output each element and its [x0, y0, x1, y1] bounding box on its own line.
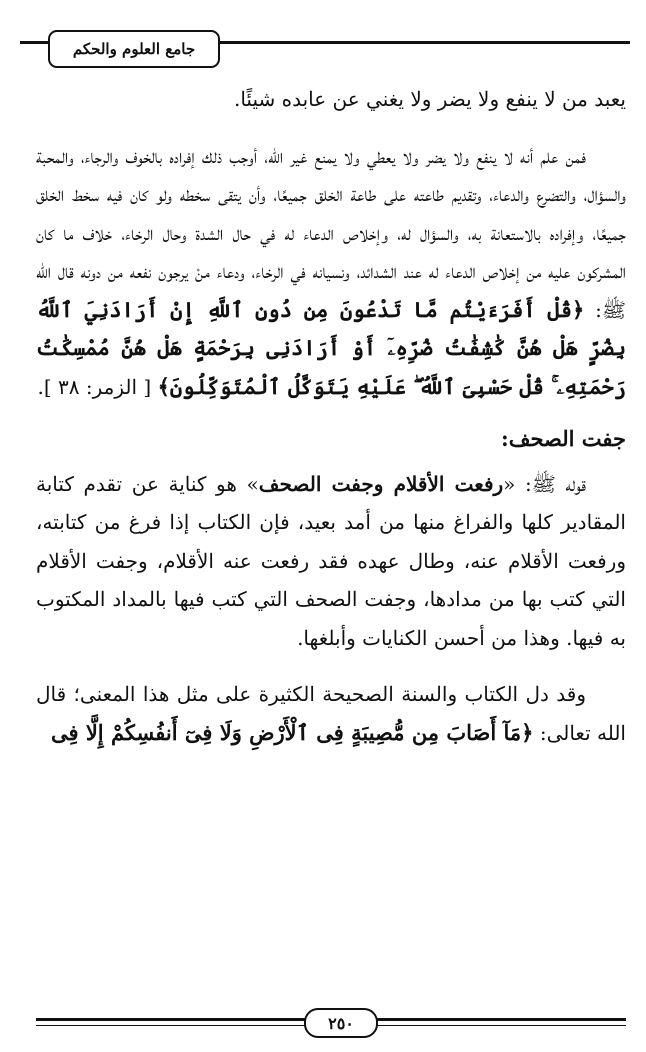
paragraph-tawhid	[36, 137, 626, 407]
paragraph-text: » هو كناية عن تقدم كتابة المقادير كلها والفراغ منها من أمد بعيد، فإن الكتاب إذا فرغ من كتابته، ورفعت الأقلام عنه، وطال عهده فقد رفعت عنه الأقلام، وجفت الأقلام التي كتب بها من مدادها، وجفت الصحف التي كتب فيها بالمداد المكتوب به فيها. وهذا من أحسن الكنايات وأبلغها.	[36, 471, 626, 650]
quran-reference: [ الزمر: ٣٨ ].	[37, 374, 152, 399]
paragraph-evidence	[36, 675, 626, 752]
book-title: جامع العلوم والحكم	[72, 40, 196, 58]
quran-quote-zumar: ﴿قُلْ أَفَرَءَيْتُم مَّا تَدْعُونَ مِن دُونِ ٱللَّهِ إِنْ أَرَادَنِيَ ٱللَّهُ بِضُرٍّ هَلْ هُنَّ كَٰشِفَٰتُ ضُرِّهِۦٓ أَوْ أَرَادَنِى بِرَحْمَةٍ هَلْ هُنَّ مُمْسِكَٰتُ رَحْمَتِهِۦ ۚ قُلْ حَسْبِىَ ٱللَّهُ ۖ عَلَيْهِ يَتَوَكَّلُ ٱلْمُتَوَكِّلُونَ﴾	[36, 296, 626, 399]
paragraph-text: قوله ﷺ: «	[503, 471, 586, 496]
paragraph-text: وقد دل الكتاب والسنة الصحيحة الكثيرة على مثل هذا المعنى؛ قال الله تعالى:	[36, 682, 626, 745]
page-body	[36, 80, 626, 752]
hadith-quote: رفعت الأقلام وجفت الصحف	[258, 471, 504, 496]
paragraph-text: فمن علم أنه لا ينفع ولا يضر ولا يعطي ولا يمنع غير الله، أوجب ذلك إفراده بالخوف والرجاء، والمحبة والسؤال، والتضرع والدعاء، وتقديم طاعته على طاعة الخلق جميعًا، وأن يتقى سخطه ولو كان فيه سخط الخلق جميعًا، وإفراده بالاستعانة به، والسؤال له، وإخلاص الدعاء له في حال الشدة وحال الرخاء، خلاف ما كان المشركون عليه من إخلاص الدعاء له عند الشدائد، ونسيانه في الرخاء، ودعاء منْ يرجون نفعه من دونه قال الله ﷺ:	[36, 143, 627, 322]
book-title-box	[48, 30, 220, 68]
quran-quote-hadid: ﴿مَآ أَصَابَ مِن مُّصِيبَةٍ فِى ٱلْأَرْضِ وَلَا فِىٓ أَنفُسِكُمْ إِلَّا فِى	[50, 719, 534, 745]
section-heading: جفت الصحف:	[500, 426, 626, 451]
page-number-badge	[304, 1008, 378, 1038]
paragraph-continuation: يعبد من لا ينفع ولا يضر ولا يغني عن عابده شيئًا.	[233, 87, 626, 111]
page-footer	[36, 1008, 626, 1038]
paragraph-hadith	[36, 465, 626, 658]
page-number: ٢٥٠	[328, 1013, 354, 1033]
running-header	[20, 30, 630, 68]
